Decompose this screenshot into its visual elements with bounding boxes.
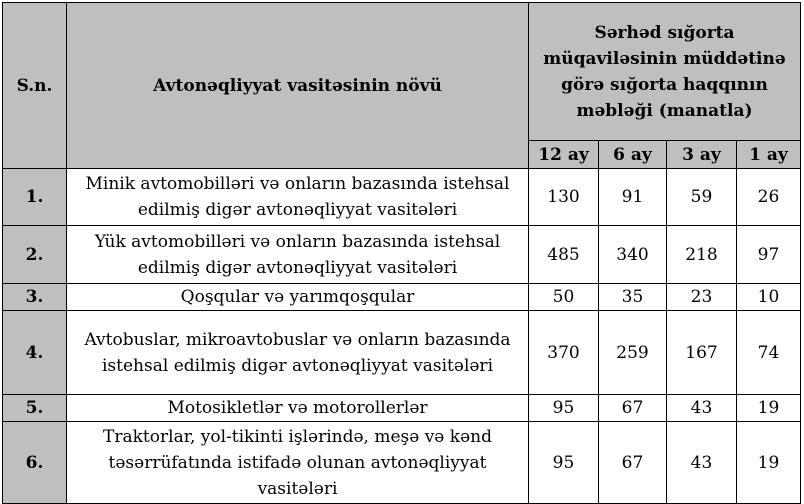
header-sn: S.n. <box>3 3 67 169</box>
premium-6: 91 <box>599 169 667 226</box>
premium-1: 10 <box>737 284 801 311</box>
premium-1: 74 <box>737 311 801 395</box>
row-number: 3. <box>3 284 67 311</box>
row-number: 5. <box>3 395 67 422</box>
premium-12: 485 <box>529 226 599 284</box>
premium-1: 19 <box>737 395 801 422</box>
row-number: 6. <box>3 422 67 504</box>
premium-6: 259 <box>599 311 667 395</box>
row-number: 4. <box>3 311 67 395</box>
premium-1: 97 <box>737 226 801 284</box>
premium-12: 95 <box>529 422 599 504</box>
header-period-1: 1 ay <box>737 141 801 169</box>
premium-3: 23 <box>667 284 737 311</box>
table-row <box>3 169 801 226</box>
vehicle-type: Motosikletlər və motorollerlər <box>67 395 529 422</box>
table-row <box>3 395 801 422</box>
header-period-12: 12 ay <box>529 141 599 169</box>
premium-3: 43 <box>667 395 737 422</box>
header-premium-amount: Sərhəd sığorta müqaviləsinin müddətinə görə sığorta haqqının məbləği (manatla) <box>529 3 801 141</box>
vehicle-type: Qoşqular və yarımqoşqular <box>67 284 529 311</box>
table-row <box>3 284 801 311</box>
premium-12: 370 <box>529 311 599 395</box>
table-row <box>3 226 801 284</box>
row-number: 1. <box>3 169 67 226</box>
header-vehicle-type: Avtonəqliyyat vasitəsinin növü <box>67 3 529 169</box>
premium-1: 19 <box>737 422 801 504</box>
premium-6: 67 <box>599 395 667 422</box>
vehicle-type: Minik avtomobilləri və onların bazasında istehsal edilmiş digər avtonəqliyyat vasitələri <box>67 169 529 226</box>
premium-12: 130 <box>529 169 599 226</box>
table-row <box>3 311 801 395</box>
premium-3: 59 <box>667 169 737 226</box>
premium-6: 35 <box>599 284 667 311</box>
premium-3: 218 <box>667 226 737 284</box>
table-row <box>3 422 801 504</box>
premium-3: 167 <box>667 311 737 395</box>
premium-6: 340 <box>599 226 667 284</box>
header-period-3: 3 ay <box>667 141 737 169</box>
header-period-6: 6 ay <box>599 141 667 169</box>
vehicle-type: Traktorlar, yol-tikinti işlərində, meşə və kənd təsərrüfatında istifadə olunan avtonəqliyyat vasitələri <box>67 422 529 504</box>
row-number: 2. <box>3 226 67 284</box>
premium-12: 50 <box>529 284 599 311</box>
vehicle-type: Yük avtomobilləri və onların bazasında istehsal edilmiş digər avtonəqliyyat vasitələri <box>67 226 529 284</box>
premium-12: 95 <box>529 395 599 422</box>
premium-3: 43 <box>667 422 737 504</box>
premium-1: 26 <box>737 169 801 226</box>
premium-table <box>2 2 801 504</box>
premium-6: 67 <box>599 422 667 504</box>
vehicle-type: Avtobuslar, mikroavtobuslar və onların bazasında istehsal edilmiş digər avtonəqliyyat vasitələri <box>67 311 529 395</box>
